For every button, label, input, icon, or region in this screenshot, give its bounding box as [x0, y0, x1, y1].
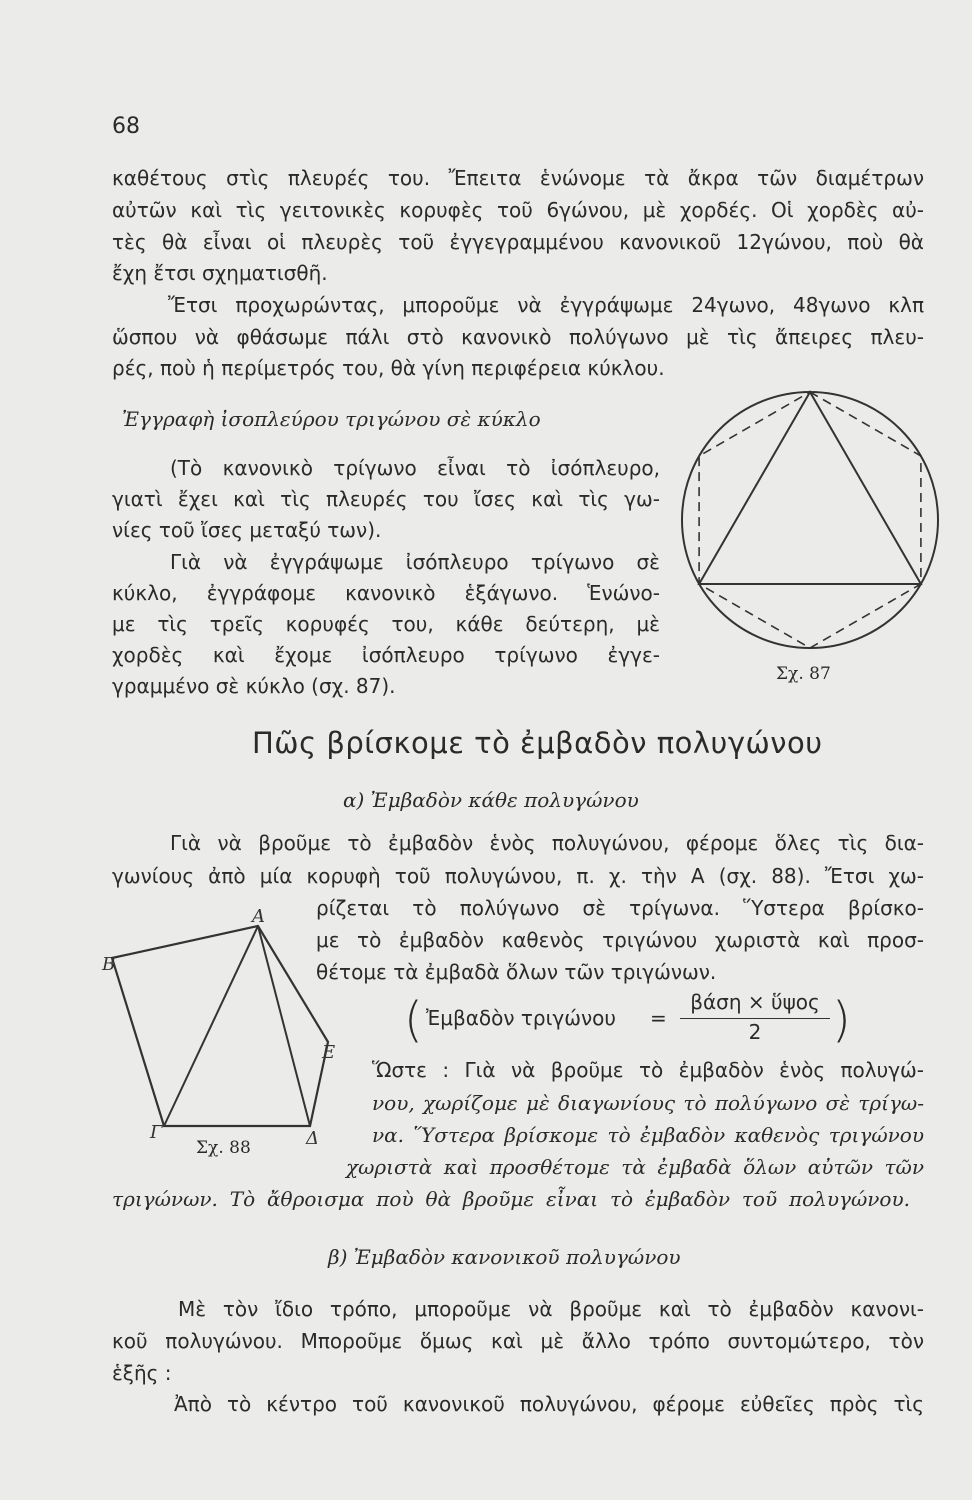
text-line: κοῦ πολυγώνου. Μποροῦμε ὅμως καὶ μὲ ἄλλο τρόπο συντομώτερο, τὸν — [112, 1329, 924, 1353]
text-line: νου, χωρίζομε μὲ διαγωνίους τὸ πολύγωνο σὲ τρίγω- — [372, 1091, 924, 1115]
text-line: Μὲ τὸν ἴδιο τρόπο, μποροῦμε νὰ βροῦμε καὶ τὸ ἐμβαδὸν κανονι- — [178, 1297, 924, 1321]
paren-open: ( — [404, 992, 423, 1048]
figure-88-caption: Σχ. 88 — [196, 1138, 251, 1158]
text-line: να. Ὕστερα βρίσκομε τὸ ἐμβαδὸν καθενὸς τριγώνου — [372, 1123, 924, 1147]
diagonal-AD — [258, 926, 310, 1126]
subsection-heading: β) Ἐμβαδὸν κανονικοῦ πολυγώνου — [328, 1245, 681, 1269]
diagonal-AG — [164, 926, 258, 1126]
section-title: Πῶς βρίσκομε τὸ ἐμβαδὸν πολυγώνου — [252, 726, 823, 760]
label-B: Β — [102, 954, 116, 975]
text-line: ρές, ποὺ ἡ περίμετρός του, θὰ γίνη περιφέρεια κύκλου. — [112, 356, 665, 380]
formula-equals: = — [650, 1006, 667, 1030]
figure-88 — [100, 900, 340, 1160]
text-line: τὲς θὰ εἶναι οἱ πλευρὲς τοῦ ἐγγεγραμμένου κανονικοῦ 12γώνου, ποὺ θὰ — [112, 230, 924, 254]
text-line: κύκλο, ἐγγράφομε κανονικὸ ἑξάγωνο. Ἑνώνο- — [112, 581, 660, 605]
fraction-bar — [680, 1018, 830, 1019]
hexagon-dashed — [699, 392, 921, 648]
text-line: ὥσπου νὰ φθάσωμε πάλι στὸ κανονικὸ πολύγωνο μὲ τὶς ἄπειρες πλευ- — [112, 325, 924, 349]
formula-lhs: Ἐμβαδὸν τριγώνου — [426, 1006, 616, 1030]
text-line: Γιὰ νὰ βροῦμε τὸ ἐμβαδὸν ἑνὸς πολυγώνου, φέρομε ὅλες τὶς δια- — [170, 831, 924, 855]
formula-numerator: βάση × ὕψος — [690, 990, 820, 1014]
text-line: ρίζεται τὸ πολύγωνο σὲ τρίγωνα. Ὕστερα βρίσκο- — [316, 896, 924, 920]
label-G: Γ — [150, 1122, 163, 1143]
text-line: (Τὸ κανονικὸ τρίγωνο εἶναι τὸ ἰσόπλευρο, — [170, 456, 660, 480]
text-line: νίες τοῦ ἴσες μεταξύ των). — [112, 518, 382, 542]
page-number: 68 — [112, 114, 140, 139]
text-line: γιατὶ ἔχει καὶ τὶς πλευρές του ἴσες καὶ τὶς γω- — [112, 487, 660, 511]
text-line: ἑξῆς : — [112, 1361, 172, 1385]
text-line: γωνίους ἀπὸ μία κορυφὴ τοῦ πολυγώνου, π. χ. τὴν Α (σχ. 88). Ἔτσι χω- — [112, 864, 924, 888]
section-heading: Ἐγγραφὴ ἰσοπλεύρου τριγώνου σὲ κύκλο — [122, 407, 541, 431]
formula-denominator: 2 — [748, 1020, 762, 1044]
text-line: Ἀπὸ τὸ κέντρο τοῦ κανονικοῦ πολυγώνου, φέρομε εὐθεῖες πρὸς τὶς — [174, 1392, 924, 1416]
figure-87-caption: Σχ. 87 — [776, 664, 831, 684]
label-D: Δ — [306, 1128, 319, 1149]
text-line: καθέτους στὶς πλευρές του. Ἔπειτα ἑνώνομε τὰ ἄκρα τῶν διαμέτρων — [112, 166, 924, 190]
text-line: Ἔτσι προχωρώντας, μποροῦμε νὰ ἐγγράψωμε 24γωνο, 48γωνο κλπ — [168, 293, 924, 317]
text-line: χορδὲς καὶ ἔχομε ἰσόπλευρο τρίγωνο ἐγγε- — [112, 643, 660, 667]
text-line: ἔχη ἔτσι σχηματισθῆ. — [112, 261, 328, 285]
text-line: τριγώνων. Τὸ ἄθροισμα ποὺ θὰ βροῦμε εἶναι τὸ ἐμβαδὸν τοῦ πολυγώνου. — [112, 1187, 910, 1211]
text-line: Ὥστε : Γιὰ νὰ βροῦμε τὸ ἐμβαδὸν ἑνὸς πολυγώ- — [372, 1058, 924, 1082]
polygon — [112, 926, 328, 1126]
text-line: με τὶς τρεῖς κορυφές του, κάθε δεύτερη, μὲ — [112, 612, 660, 636]
label-A: Α — [252, 906, 265, 927]
text-line: γραμμένο σὲ κύκλο (σχ. 87). — [112, 674, 396, 698]
text-line: θέτομε τὰ ἐμβαδὰ ὅλων τῶν τριγώνων. — [316, 960, 717, 984]
text-line: αὐτῶν καὶ τὶς γειτονικὲς κορυφὲς τοῦ 6γώνου, μὲ χορδές. Οἱ χορδὲς αὐ- — [112, 198, 924, 222]
circle — [682, 392, 938, 648]
paren-close: ) — [832, 992, 851, 1048]
text-line: Γιὰ νὰ ἐγγράψωμε ἰσόπλευρο τρίγωνο σὲ — [170, 550, 660, 574]
text-line: χωριστὰ καὶ προσθέτομε τὰ ἐμβαδὰ ὅλων αὐτῶν τῶν — [346, 1155, 924, 1179]
text-line: με τὸ ἐμβαδὸν καθενὸς τριγώνου χωριστὰ καὶ προσ- — [316, 928, 924, 952]
label-E: Ε — [322, 1042, 336, 1063]
figure-87 — [670, 380, 950, 660]
subsection-heading: α) Ἐμβαδὸν κάθε πολυγώνου — [343, 788, 639, 812]
equilateral-triangle — [699, 392, 921, 584]
